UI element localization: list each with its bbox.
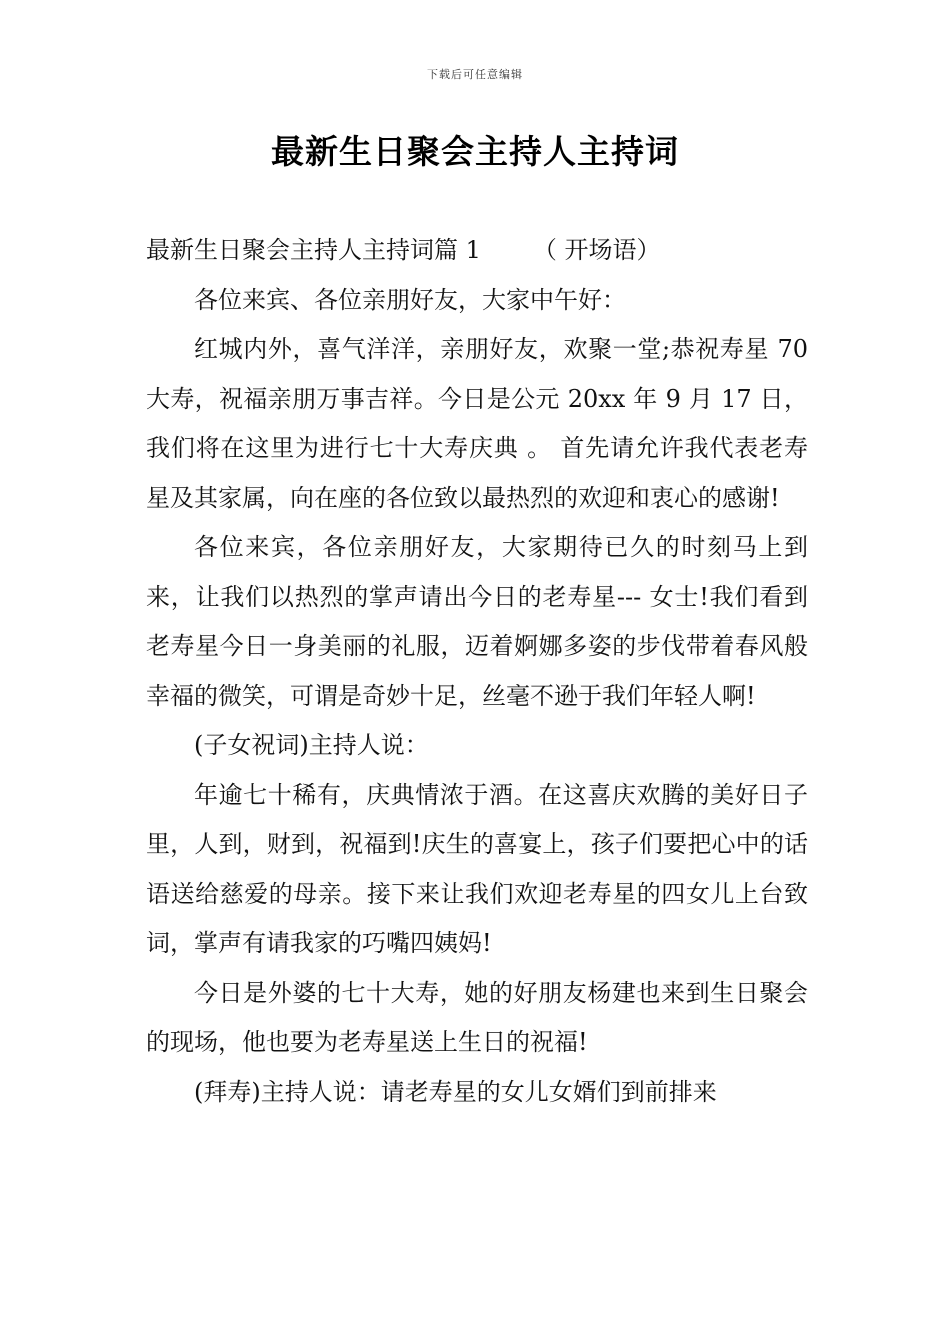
paragraph-children-speech-label: (子女祝词)主持人说： [194,731,429,759]
paragraph-birthday-bow: (拜寿)主持人说：请老寿星的女儿女婿们到前排来 [194,1077,717,1106]
paragraph-greeting: 各位来宾、各位亲朋好友，大家中午好： [194,285,626,314]
document-body [146,226,808,1117]
section-tag: （ 开场语） [532,236,661,264]
paragraph-children-speech: 年逾七十稀有，庆典情浓于酒。在这喜庆欢腾的美好日子里，人到，财到，祝福到!庆生的喜宴上，孩子们要把心中的话语送给慈爱的母亲。接下来让我们欢迎老寿星的四女儿上台致词，掌声有请我家的巧嘴四姨妈! [146,780,808,957]
document-title: 最新生日聚会主持人主持词 [271,132,679,171]
paragraph-welcome-star: 各位来宾，各位亲朋好友，大家期待已久的时刻马上到来，让我们以热烈的掌声请出今日的老寿星--- 女士!我们看到老寿星今日一身美丽的礼服，迈着婀娜多姿的步伐带着春风般幸福的微笑，可谓是奇妙十足，丝毫不逊于我们年轻人啊! [146,533,808,710]
paragraph-opening: 红城内外，喜气洋洋，亲朋好友，欢聚一堂;恭祝寿星 70 大寿，祝福亲朋万事吉祥。今日是公元 20xx 年 9 月 17 日，我们将在这里为进行七十大寿庆典 。 首先请允许我代表老寿星及其家属，向在座的各位致以最热烈的欢迎和衷心的感谢! [146,335,808,512]
section-heading-text: 最新生日聚会主持人主持词篇 1 [146,236,481,264]
section-heading [146,226,808,276]
paragraph-friend-blessing: 今日是外婆的七十大寿，她的好朋友杨建也来到生日聚会的现场，他也要为老寿星送上生日的祝福! [146,978,808,1056]
header-note: 下载后可任意编辑 [427,68,523,81]
